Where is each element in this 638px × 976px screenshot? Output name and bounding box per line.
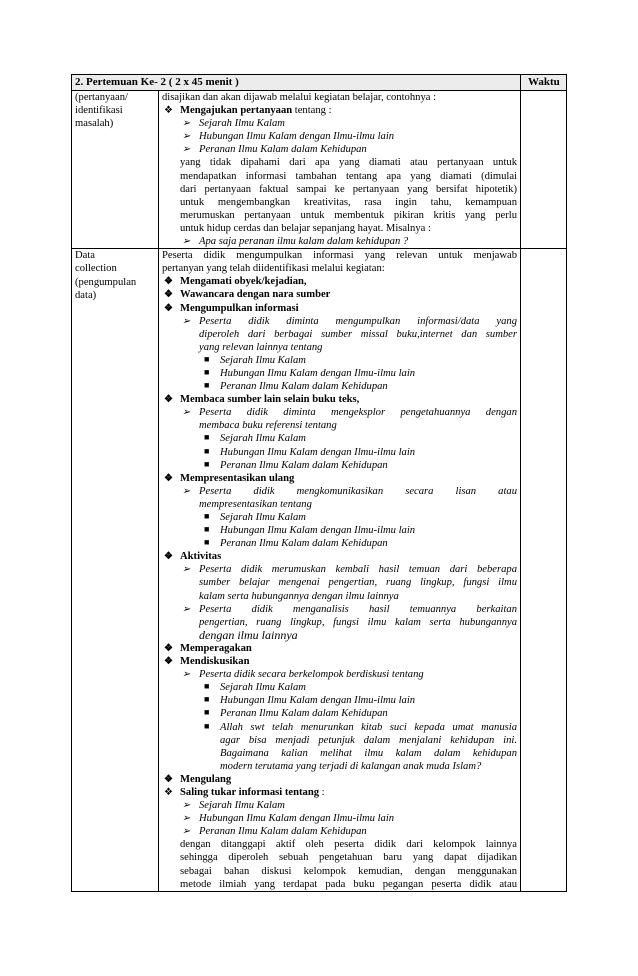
list-item: ■ Hubungan Ilmu Kalam dengan Ilmu-ilmu lain bbox=[204, 694, 416, 707]
arrow-bullet-icon: ➢ bbox=[182, 131, 191, 143]
time-header: Waktu bbox=[521, 75, 567, 91]
list-item: ■ Hubungan Ilmu Kalam dengan Ilmu-ilmu lain bbox=[204, 524, 416, 537]
stage-content-question: disajikan dan akan dijawab melalui kegiatan belajar, contohnya : ❖ Mengajukan pertanyaan tentang : ➢ Sejarah Ilmu Kalam ➢ Hubungan Ilmu Kalam dengan Ilmu-ilmu lain ➢ Peranan Ilmu Kalam dalam Kehidupan yang tidak dipahami dari apa yang diamati atau pertanyaan untuk mendapatkan informasi tambahan tentang apa yang diamati (dimulai dari pertanyaan faktual sampai ke pertanyaan yang bersifat hipotetik) untuk mengembangkan kreativitas, rasa ingin tahu, kemampuan merumuskan pertanyaan untuk membentuk pikiran kritis yang perlu untuk hidup cerdas dan belajar sepanjang hayat. Misalnya : ➢ Apa saja peranan ilmu kalam dalam kehidupan ? bbox=[159, 91, 521, 249]
diamond-bullet-icon: ❖ bbox=[164, 105, 173, 117]
list-item: ➢ Sejarah Ilmu Kalam bbox=[182, 800, 285, 812]
list-item: ❖ Mempresentasikan ulang bbox=[164, 472, 295, 484]
list-item: ■ Peranan Ilmu Kalam dalam Kehidupan bbox=[204, 380, 388, 393]
list-item: ❖ Aktivitas bbox=[164, 551, 222, 563]
arrow-bullet-icon: ➢ bbox=[182, 800, 191, 812]
list-item: ■ Peranan Ilmu Kalam dalam Kehidupan bbox=[204, 458, 388, 471]
list-item: ■ Sejarah Ilmu Kalam bbox=[204, 511, 306, 523]
list-item: ➢ Peranan Ilmu Kalam dalam Kehidupan bbox=[182, 144, 367, 156]
paragraph: dengan ditanggapi aktif oleh peserta didik dari kelompok lainnya sehingga diperoleh sebuah pengetahuan baru yang dapat dijadikan sebagai bahan diskusi kelompok kemudian, dengan menggunakan metode ilmiah yang terdapat pada buku pegangan peserta didik atau bbox=[180, 839, 517, 890]
list-item: ➢ Peserta didik diminta mengeksplor pengetahuannya dengan membaca buku referensi tentang bbox=[182, 407, 517, 432]
square-bullet-icon: ■ bbox=[204, 694, 210, 705]
list-item: ➢ Peserta didik secara berkelompok berdiskusi tentang bbox=[182, 669, 424, 681]
table-row bbox=[72, 91, 567, 249]
square-bullet-icon: ■ bbox=[204, 681, 210, 692]
square-bullet-icon: ■ bbox=[204, 445, 210, 456]
time-cell bbox=[521, 91, 567, 249]
diamond-bullet-icon: ❖ bbox=[164, 276, 173, 288]
list-item: ➢ Apa saja peranan ilmu kalam dalam kehidupan ? bbox=[182, 236, 409, 248]
list-item: ❖ Membaca sumber lain selain buku teks, bbox=[164, 394, 360, 406]
arrow-bullet-icon: ➢ bbox=[182, 144, 191, 156]
lesson-plan-table bbox=[71, 74, 567, 892]
diamond-bullet-icon: ❖ bbox=[164, 394, 173, 406]
arrow-bullet-icon: ➢ bbox=[182, 315, 191, 327]
diamond-bullet-icon: ❖ bbox=[164, 642, 173, 654]
list-item: ■ Sejarah Ilmu Kalam bbox=[204, 432, 306, 445]
list-item: ❖ Mengajukan pertanyaan tentang : bbox=[164, 105, 332, 117]
list-item: ➢ Hubungan Ilmu Kalam dengan Ilmu-ilmu lain bbox=[182, 131, 395, 143]
square-bullet-icon: ■ bbox=[204, 380, 210, 391]
arrow-bullet-icon: ➢ bbox=[182, 813, 191, 825]
arrow-bullet-icon: ➢ bbox=[182, 826, 191, 838]
list-item: ➢ Peranan Ilmu Kalam dalam Kehidupan bbox=[182, 826, 367, 838]
table-header-row bbox=[72, 75, 567, 91]
list-item: ■ Hubungan Ilmu Kalam dengan Ilmu-ilmu lain bbox=[204, 445, 416, 458]
list-item: ■ Peranan Ilmu Kalam dalam Kehidupan bbox=[204, 537, 388, 550]
square-bullet-icon: ■ bbox=[204, 720, 210, 731]
arrow-bullet-icon: ➢ bbox=[182, 603, 191, 615]
list-item: ❖ Mengumpulkan informasi bbox=[164, 302, 299, 314]
list-item: ❖ Mengulang bbox=[164, 773, 232, 785]
list-item: ■ Sejarah Ilmu Kalam bbox=[204, 681, 306, 694]
square-bullet-icon: ■ bbox=[204, 524, 210, 535]
arrow-bullet-icon: ➢ bbox=[182, 236, 191, 248]
stage-label-question: (pertanyaan/ identifikasi masalah) bbox=[72, 91, 159, 249]
arrow-bullet-icon: ➢ bbox=[182, 485, 191, 497]
list-item: ➢ Peserta didik menganalisis hasil temuannya berkaitan pengertian, ruang lingkup, fungsi ilmu kalam serta hubungannya dengan ilmu lainnya bbox=[182, 603, 517, 642]
diamond-bullet-icon: ❖ bbox=[164, 551, 173, 563]
diamond-bullet-icon: ❖ bbox=[164, 773, 173, 785]
arrow-bullet-icon: ➢ bbox=[182, 407, 191, 419]
arrow-bullet-icon: ➢ bbox=[182, 118, 191, 130]
square-bullet-icon: ■ bbox=[204, 432, 210, 443]
square-bullet-icon: ■ bbox=[204, 353, 210, 364]
diamond-bullet-icon: ❖ bbox=[164, 786, 173, 798]
list-item: ■ Peranan Ilmu Kalam dalam Kehidupan bbox=[204, 707, 388, 720]
list-item: ❖ Saling tukar informasi tentang : bbox=[164, 786, 325, 798]
square-bullet-icon: ■ bbox=[204, 707, 210, 718]
list-item: ■ Allah swt telah menurunkan kitab suci kepada umat manusia agar bisa menjadi petunjuk dalam menjalani kehidupan ini. Bagaimana kalian melihat ilmu kalam dalam kehidupan modern terutama yang terjadi di kalangan anak muda Islam? bbox=[204, 720, 517, 772]
list-item: ❖ Wawancara dengan nara sumber bbox=[164, 289, 331, 301]
stage-content-data-collection: Peserta didik mengumpulkan informasi yang relevan untuk menjawab pertanyan yang telah diidentifikasi melalui kegiatan: ❖ Mengamati obyek/kejadian, ❖ Wawancara dengan nara sumber ❖ Mengumpulkan informasi ➢ Peserta didik diminta mengumpulkan informasi/data yang diperoleh dari berbagai sumber missal buku,internet dan sumber yang relevan lainnya tentang ■ Sejarah Ilmu Kalam ■ Hubungan Ilmu Kalam dengan Ilmu-ilmu lain ■ Peranan Ilmu Kalam dalam Kehidupan ❖ Membaca sumber lain selain buku teks, ➢ Peserta didik diminta mengeksplor pengetahuannya dengan membaca buku referensi tentang ■ Sejarah Ilmu Kalam ■ Hubungan Ilmu Kalam dengan Ilmu-ilmu lain ■ Peranan Ilmu Kalam dalam Kehidupan ❖ Mempresentasikan ulang ➢ Peserta didik mengkomunikasikan secara lisan atau mempresentasikan tentang ■ Sejarah Ilmu Kalam ■ Hubungan Ilmu Kalam dengan Ilmu-ilmu lain ■ Peranan Ilmu Kalam dalam Kehidupan ❖ Aktivitas ➢ Peserta didik merumuskan kembali hasil temuan dari beberapa sumber belajar mengenai pengertian, ruang lingkup, fungsi ilmu kalam serta hubungannya dengan ilmu lainnya ➢ Peserta didik menganalisis hasil temuannya berkaitan pengertian, ruang lingkup, fungsi ilmu kalam serta hubungannya dengan ilmu lainnya ❖ Memperagakan ❖ Mendiskusikan ➢ Peserta didik secara berkelompok berdiskusi tentang ■ Sejarah Ilmu Kalam ■ Hubungan Ilmu Kalam dengan Ilmu-ilmu lain ■ Peranan Ilmu Kalam dalam Kehidupan ■ Allah swt telah menurunkan kitab suci kepada umat manusia agar bisa menjadi petunjuk dalam menjalani kehidupan ini. Bagaimana kalian melihat ilmu kalam dalam kehidupan modern terutama yang terjadi di kalangan anak muda Islam? ❖ Mengulang ❖ Saling tukar informasi tentang : ➢ Sejarah Ilmu Kalam ➢ Hubungan Ilmu Kalam dengan Ilmu-ilmu lain ➢ Peranan Ilmu Kalam dalam Kehidupan dengan ditanggapi aktif oleh peserta didik dari kelompok lainnya sehingga diperoleh sebuah pengetahuan baru yang dapat dijadikan sebagai bahan diskusi kelompok kemudian, dengan menggunakan metode ilmiah yang terdapat pada buku pegangan peserta didik atau bbox=[159, 249, 521, 892]
diamond-bullet-icon: ❖ bbox=[164, 656, 173, 668]
diamond-bullet-icon: ❖ bbox=[164, 302, 173, 314]
arrow-bullet-icon: ➢ bbox=[182, 669, 191, 681]
list-item: ➢ Sejarah Ilmu Kalam bbox=[182, 118, 285, 130]
square-bullet-icon: ■ bbox=[204, 458, 210, 469]
list-item: ➢ Peserta didik mengkomunikasikan secara lisan atau mempresentasikan tentang bbox=[182, 485, 517, 510]
diamond-bullet-icon: ❖ bbox=[164, 289, 173, 301]
time-cell bbox=[521, 249, 567, 892]
square-bullet-icon: ■ bbox=[204, 537, 210, 548]
stage-label-data-collection: Data collection (pengumpulan data) bbox=[72, 249, 159, 892]
list-item: ■ Sejarah Ilmu Kalam bbox=[204, 353, 306, 366]
list-item: ➢ Peserta didik merumuskan kembali hasil temuan dari beberapa sumber belajar mengenai pengertian, ruang lingkup, fungsi ilmu kalam serta hubungannya dengan ilmu lainnya bbox=[182, 564, 517, 602]
diamond-bullet-icon: ❖ bbox=[164, 472, 173, 484]
list-item: ❖ Memperagakan bbox=[164, 642, 252, 654]
list-item: ■ Hubungan Ilmu Kalam dengan Ilmu-ilmu lain bbox=[204, 366, 416, 379]
arrow-bullet-icon: ➢ bbox=[182, 564, 191, 576]
square-bullet-icon: ■ bbox=[204, 366, 210, 377]
meeting-title: 2. Pertemuan Ke- 2 ( 2 x 45 menit ) bbox=[72, 75, 521, 91]
square-bullet-icon: ■ bbox=[204, 511, 210, 521]
list-item: ❖ Mendiskusikan bbox=[164, 656, 250, 668]
paragraph: yang tidak dipahami dari apa yang diamati atau pertanyaan untuk mendapatkan informasi tambahan tentang apa yang diamati (dimulai dari pertanyaan faktual sampai ke pertanyaan yang bersifat hipotetik) untuk mengembangkan kreativitas, rasa ingin tahu, kemampuan merumuskan pertanyaan untuk membentuk pikiran kritis yang perlu untuk hidup cerdas dan belajar sepanjang hayat. Misalnya : bbox=[180, 157, 517, 234]
table-row bbox=[72, 249, 567, 892]
list-item: ❖ Mengamati obyek/kejadian, bbox=[164, 276, 307, 288]
list-item: ➢ Peserta didik diminta mengumpulkan informasi/data yang diperoleh dari berbagai sumber missal buku,internet dan sumber yang relevan lainnya tentang bbox=[182, 315, 517, 353]
list-item: ➢ Hubungan Ilmu Kalam dengan Ilmu-ilmu lain bbox=[182, 813, 395, 825]
